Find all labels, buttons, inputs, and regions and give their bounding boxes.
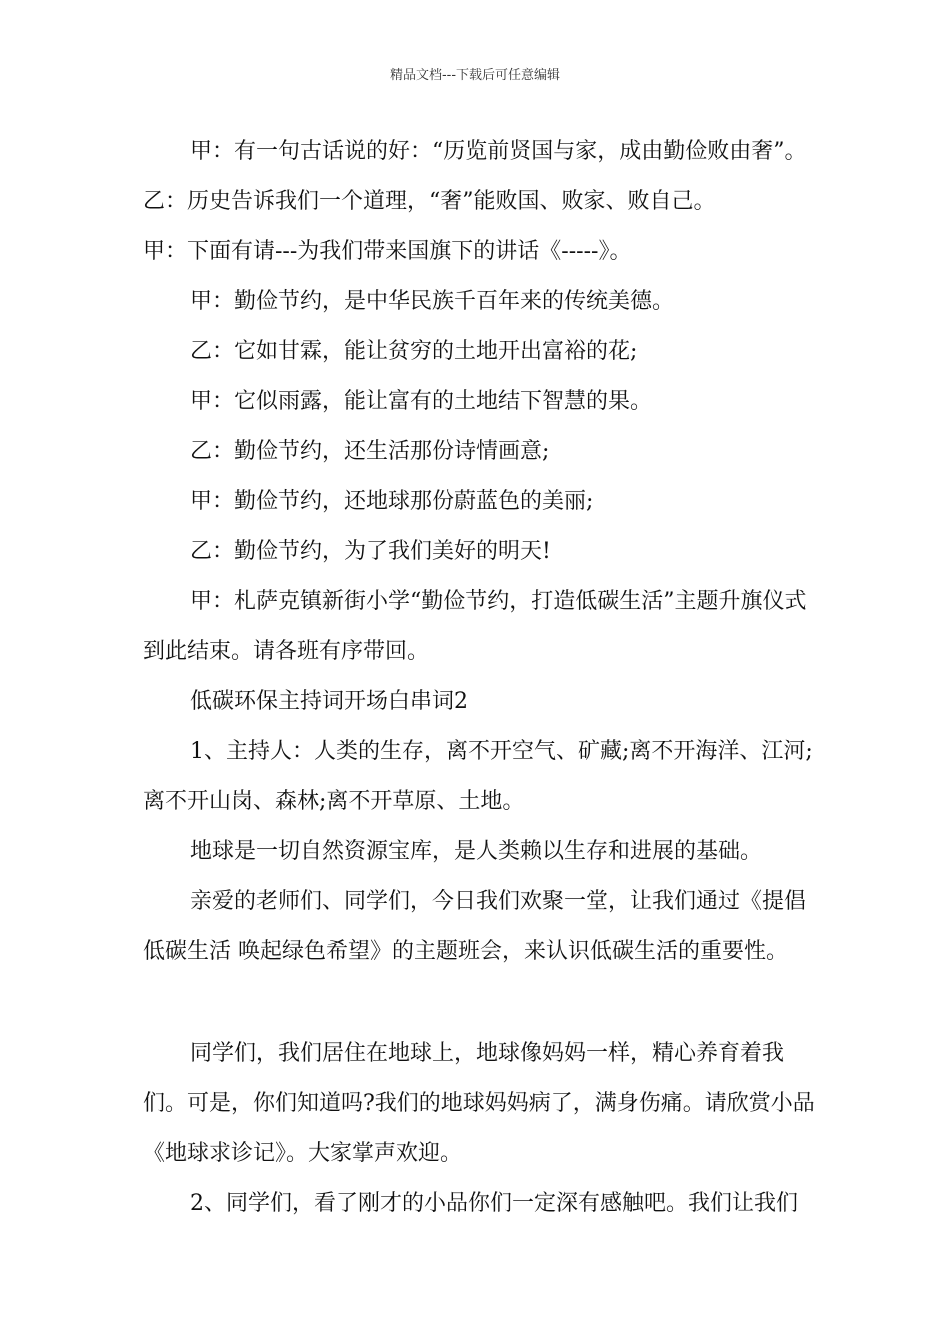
blank-line <box>143 977 823 1029</box>
paragraph-8: 乙：勤俭节约，为了我们美好的明天! <box>190 539 551 564</box>
paragraph-3: 甲：勤俭节约，是中华民族千百年来的传统美德。 <box>190 289 675 314</box>
paragraph-11: 地球是一切自然资源宝库，是人类赖以生存和进展的基础。 <box>190 839 763 864</box>
paragraph-5: 甲：它似雨露，能让富有的土地结下智慧的果。 <box>190 389 653 414</box>
paragraph-4: 乙：它如甘霖，能让贫穷的土地开出富裕的花; <box>190 339 638 364</box>
section-title: 低碳环保主持词开场白串词2 <box>190 689 468 714</box>
paragraph-6: 乙：勤俭节约，还生活那份诗情画意; <box>190 439 550 464</box>
paragraph-12: 亲爱的老师们、同学们，今日我们欢聚一堂，让我们通过《提倡低碳生活 唤起绿色希望》的主题班会，来认识低碳生活的重要性。 <box>143 889 807 964</box>
paragraph-9: 甲：札萨克镇新街小学“勤俭节约，打造低碳生活”主题升旗仪式到此结束。请各班有序带回。 <box>143 589 807 664</box>
paragraph-1: 甲：有一句古话说的好：“历览前贤国与家，成由勤俭败由奢”。 乙：历史告诉我们一个道理，“奢”能败国、败家、败自己。 <box>143 139 807 214</box>
paragraph-13: 同学们，我们居住在地球上，地球像妈妈一样，精心养育着我们。可是，你们知道吗?我们的地球妈妈病了，满身伤痛。请欣赏小品《地球求诊记》。大家掌声欢迎。 <box>143 1041 815 1166</box>
paragraph-7: 甲：勤俭节约，还地球那份蔚蓝色的美丽; <box>190 489 594 514</box>
document-body <box>143 127 823 1229</box>
paragraph-14: 2、同学们，看了刚才的小品你们一定深有感触吧。我们让我们 <box>190 1191 798 1216</box>
page-header: 精品文档---下载后可任意编辑 <box>389 68 561 83</box>
paragraph-10: 1、主持人：人类的生存，离不开空气、矿藏;离不开海洋、江河; 离不开山岗、森林;离不开草原、土地。 <box>143 739 813 814</box>
paragraph-2: 甲：下面有请---为我们带来国旗下的讲话《-----》。 <box>143 239 632 264</box>
